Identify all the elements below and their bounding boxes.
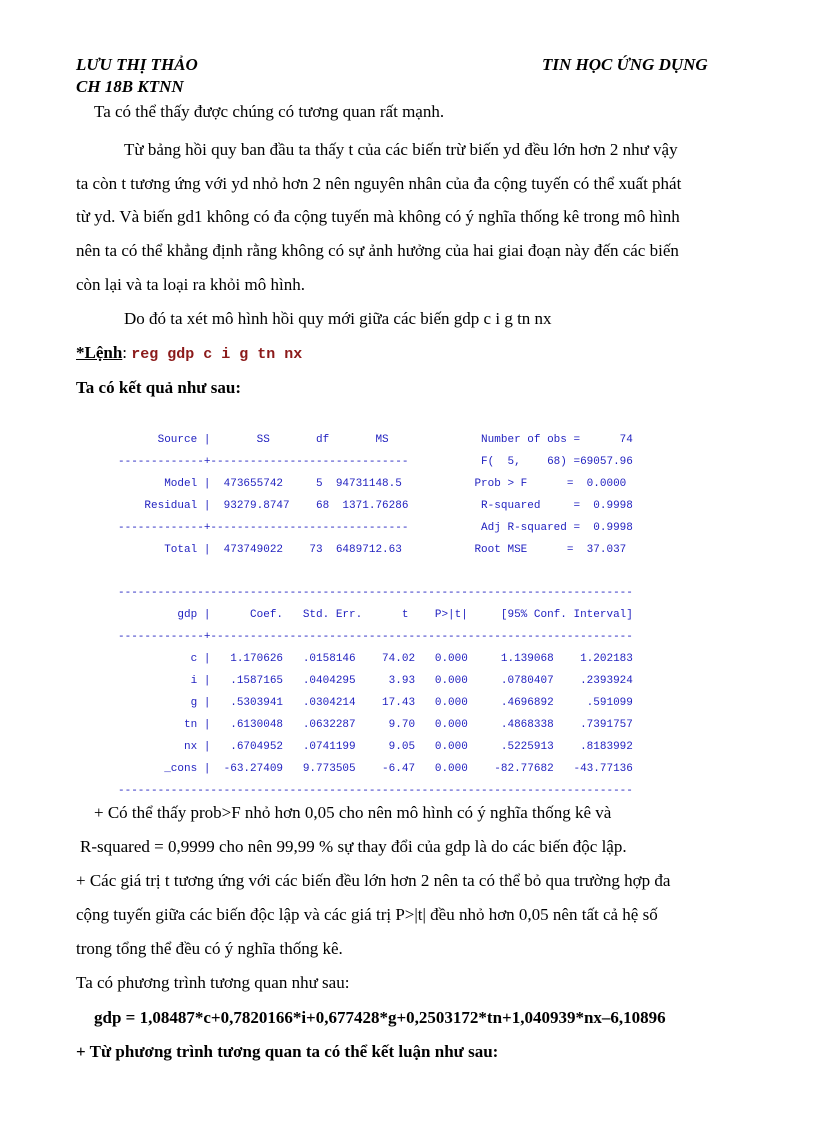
subject-title: TIN HỌC ỨNG DỤNG	[542, 55, 708, 74]
class-code: CH 18B KTNN	[76, 77, 184, 96]
paragraph-1: Ta có thể thấy được chúng có tương quan rất mạnh.	[94, 102, 445, 121]
coef-separator: ------------------------------------------------------------------------------	[118, 587, 633, 600]
coef-row-i: i | .1587165 .0404295 3.93 0.000 .0780407 .2393924	[118, 674, 633, 687]
stata-output	[118, 430, 633, 802]
paragraph-2-line: còn lại và ta loại ra khỏi mô hình.	[76, 275, 305, 294]
stata-command: reg gdp c i g tn nx	[131, 346, 303, 363]
anova-row-model: Model | 473655742 5 94731148.5 Prob > F = 0.0000	[118, 477, 627, 490]
command-line	[76, 343, 302, 365]
coef-row-cons: _cons | -63.27409 9.773505 -6.47 0.000 -82.77682 -43.77136	[118, 762, 633, 775]
anova-row-residual: Residual | 93279.8747 68 1371.76286 R-squared = 0.9998	[118, 499, 633, 512]
coef-separator: -------------+----------------------------------------------------------------	[118, 631, 633, 644]
coef-separator: ------------------------------------------------------------------------------	[118, 784, 633, 797]
comment-1-line: R-squared = 0,9999 cho nên 99,99 % sự thay đổi của gdp là do các biến độc lập.	[80, 837, 627, 856]
result-label: Ta có kết quả như sau:	[76, 378, 241, 397]
paragraph-3: Do đó ta xét mô hình hồi quy mới giữa các biến gdp c i g tn nx	[124, 309, 552, 328]
author-name: LƯU THỊ THẢO	[76, 55, 198, 74]
equation-label: Ta có phương trình tương quan như sau:	[76, 973, 350, 992]
coef-row-c: c | 1.170626 .0158146 74.02 0.000 1.139068 1.202183	[118, 653, 633, 666]
comment-1-line: + Có thể thấy prob>F nhỏ hơn 0,05 cho nên mô hình có ý nghĩa thống kê và	[94, 803, 612, 822]
comment-2-line: trong tổng thể đều có ý nghĩa thống kê.	[76, 939, 343, 958]
paragraph-2-line: ta còn t tương ứng với yd nhỏ hơn 2 nên nguyên nhân của đa cộng tuyến có thể xuất phát	[76, 174, 682, 193]
comment-2-line: + Các giá trị t tương ứng với các biến đều lớn hơn 2 nên ta có thể bỏ qua trường hợp đa	[76, 871, 671, 890]
coef-row-nx: nx | .6704952 .0741199 9.05 0.000 .5225913 .8183992	[118, 740, 633, 753]
coef-row-g: g | .5303941 .0304214 17.43 0.000 .4696892 .591099	[118, 696, 633, 709]
blank-line	[118, 561, 633, 583]
command-colon: :	[122, 343, 128, 362]
regression-equation: gdp = 1,08487*c+0,7820166*i+0,677428*g+0,2503172*tn+1,040939*nx–6,10896	[94, 1008, 666, 1027]
anova-row-total: Total | 473749022 73 6489712.63 Root MSE = 37.037	[118, 543, 627, 556]
comment-2-line: cộng tuyến giữa các biến độc lập và các giá trị P>|t| đều nhỏ hơn 0,05 nên tất cả hệ số	[76, 905, 658, 924]
command-label: *Lệnh	[76, 343, 123, 362]
anova-separator: -------------+------------------------------ Adj R-squared = 0.9998	[118, 521, 633, 534]
paragraph-2-line: nên ta có thể khẳng định rằng không có sự ảnh hưởng của hai giai đoạn này đến các biến	[76, 241, 679, 260]
paragraph-2-line: từ yd. Và biến gd1 không có đa cộng tuyến mà không có ý nghĩa thống kê trong mô hình	[76, 207, 680, 226]
conclusion-label: + Từ phương trình tương quan ta có thể kết luận như sau:	[76, 1042, 499, 1061]
paragraph-2-line: Từ bảng hồi quy ban đầu ta thấy t của các biến trừ biến yd đều lớn hơn 2 như vậy	[124, 140, 678, 159]
coef-header: gdp | Coef. Std. Err. t P>|t| [95% Conf. Interval]	[118, 609, 633, 622]
anova-separator: -------------+------------------------------ F( 5, 68) =69057.96	[118, 455, 633, 468]
coef-row-tn: tn | .6130048 .0632287 9.70 0.000 .4868338 .7391757	[118, 718, 633, 731]
anova-header: Source | SS df MS Number of obs = 74	[118, 434, 633, 446]
